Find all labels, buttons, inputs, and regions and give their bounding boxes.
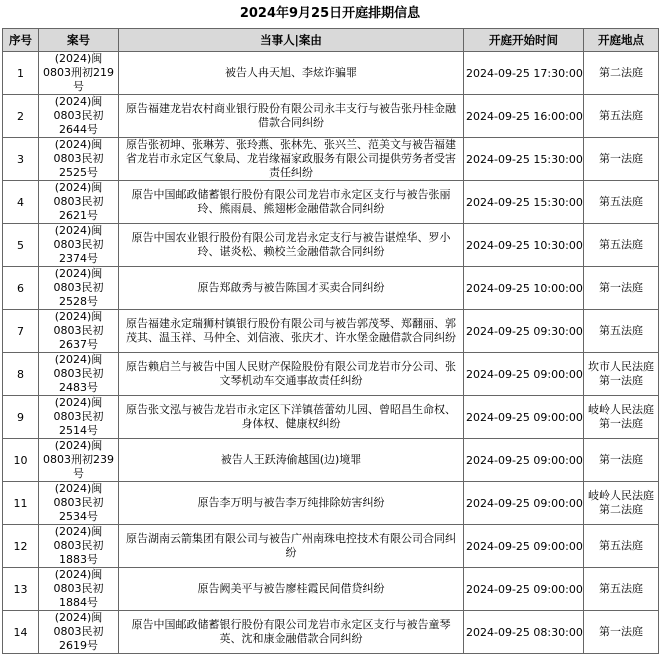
hearing-time: 2024-09-25 09:30:00 [464, 310, 584, 353]
hearing-location: 第五法庭 [584, 181, 659, 224]
table-row [3, 568, 659, 611]
case-parties: 原告福建永定瑞狮村镇银行股份有限公司与被告郭茂琴、郑翻丽、郭茂其、温玉祥、马仲全、刘信液、张庆才、许水堡金融借款合同纠纷 [119, 310, 464, 353]
case-number: (2024)闽0803民初2514号 [39, 396, 119, 439]
row-no: 4 [3, 181, 39, 224]
header-row [3, 29, 659, 52]
schedule-rows [3, 52, 659, 654]
hearing-time: 2024-09-25 10:30:00 [464, 224, 584, 267]
row-no: 2 [3, 95, 39, 138]
case-number: (2024)闽0803民初2621号 [39, 181, 119, 224]
hearing-time: 2024-09-25 09:00:00 [464, 353, 584, 396]
schedule-table [2, 28, 659, 654]
hearing-location: 坎市人民法庭第一法庭 [584, 353, 659, 396]
table-row [3, 52, 659, 95]
case-parties: 原告张初坤、张琳芳、张玲燕、张林先、张兴兰、范美文与被告福建省龙岩市永定区气象局、龙岩缘福家政服务有限公司提供劳务者受害责任纠纷 [119, 138, 464, 181]
case-number: (2024)闽0803民初1884号 [39, 568, 119, 611]
case-parties: 原告中国邮政储蓄银行股份有限公司龙岩市永定区支行与被告张丽玲、熊雨晨、熊翅彬金融借款合同纠纷 [119, 181, 464, 224]
case-parties: 原告湖南云箭集团有限公司与被告广州南珠电控技术有限公司合同纠纷 [119, 525, 464, 568]
hearing-location: 第五法庭 [584, 224, 659, 267]
hearing-location: 第五法庭 [584, 525, 659, 568]
case-number: (2024)闽0803民初2534号 [39, 482, 119, 525]
row-no: 8 [3, 353, 39, 396]
row-no: 3 [3, 138, 39, 181]
hearing-location: 第五法庭 [584, 568, 659, 611]
hearing-time: 2024-09-25 15:30:00 [464, 138, 584, 181]
hearing-time: 2024-09-25 09:00:00 [464, 396, 584, 439]
case-parties: 原告阙美平与被告廖桂霞民间借贷纠纷 [119, 568, 464, 611]
hearing-location: 第一法庭 [584, 611, 659, 654]
case-number: (2024)闽0803民初2374号 [39, 224, 119, 267]
hearing-time: 2024-09-25 09:00:00 [464, 482, 584, 525]
table-row [3, 439, 659, 482]
case-parties: 原告福建龙岩农村商业银行股份有限公司永丰支行与被告张丹桂金融借款合同纠纷 [119, 95, 464, 138]
table-row [3, 138, 659, 181]
case-parties: 被告人王跃涛偷越国(边)境罪 [119, 439, 464, 482]
hearing-time: 2024-09-25 09:00:00 [464, 439, 584, 482]
case-number: (2024)闽0803民初2483号 [39, 353, 119, 396]
case-number: (2024)闽0803民初2528号 [39, 267, 119, 310]
row-no: 10 [3, 439, 39, 482]
row-no: 9 [3, 396, 39, 439]
case-number: (2024)闽0803民初2619号 [39, 611, 119, 654]
table-row [3, 267, 659, 310]
header-parties: 当事人|案由 [119, 29, 464, 52]
case-parties: 原告李万明与被告李万纯排除妨害纠纷 [119, 482, 464, 525]
case-number: (2024)闽0803民初2637号 [39, 310, 119, 353]
table-row [3, 310, 659, 353]
case-parties: 原告赖启兰与被告中国人民财产保险股份有限公司龙岩市分公司、张文琴机动车交通事故责任纠纷 [119, 353, 464, 396]
hearing-location: 岐岭人民法庭第二法庭 [584, 482, 659, 525]
hearing-location: 第一法庭 [584, 138, 659, 181]
header-location: 开庭地点 [584, 29, 659, 52]
row-no: 13 [3, 568, 39, 611]
table-row [3, 525, 659, 568]
table-row [3, 224, 659, 267]
hearing-location: 岐岭人民法庭第一法庭 [584, 396, 659, 439]
hearing-time: 2024-09-25 10:00:00 [464, 267, 584, 310]
table-row [3, 95, 659, 138]
hearing-time: 2024-09-25 16:00:00 [464, 95, 584, 138]
case-parties: 被告人冉天旭、李炫诈骗罪 [119, 52, 464, 95]
case-parties: 原告张文泓与被告龙岩市永定区下洋镇蓓蕾幼儿园、曾昭昌生命权、身体权、健康权纠纷 [119, 396, 464, 439]
table-row [3, 353, 659, 396]
hearing-time: 2024-09-25 09:00:00 [464, 568, 584, 611]
case-number: (2024)闽0803民初2525号 [39, 138, 119, 181]
case-number: (2024)闽0803民初1883号 [39, 525, 119, 568]
case-parties: 原告中国农业银行股份有限公司龙岩永定支行与被告谌煌华、罗小玲、谌炎松、赖校兰金融借款合同纠纷 [119, 224, 464, 267]
hearing-time: 2024-09-25 08:30:00 [464, 611, 584, 654]
table-row [3, 482, 659, 525]
hearing-time: 2024-09-25 15:30:00 [464, 181, 584, 224]
table-row [3, 611, 659, 654]
row-no: 5 [3, 224, 39, 267]
hearing-location: 第五法庭 [584, 310, 659, 353]
table-row [3, 396, 659, 439]
hearing-location: 第二法庭 [584, 52, 659, 95]
row-no: 1 [3, 52, 39, 95]
table-row [3, 181, 659, 224]
page-title: 2024年9月25日开庭排期信息 [239, 6, 421, 21]
hearing-location: 第一法庭 [584, 267, 659, 310]
hearing-time: 2024-09-25 17:30:00 [464, 52, 584, 95]
header-case: 案号 [39, 29, 119, 52]
row-no: 7 [3, 310, 39, 353]
case-number: (2024)闽0803民初2644号 [39, 95, 119, 138]
hearing-time: 2024-09-25 09:00:00 [464, 525, 584, 568]
row-no: 14 [3, 611, 39, 654]
row-no: 6 [3, 267, 39, 310]
case-parties: 原告郑啟秀与被告陈国才买卖合同纠纷 [119, 267, 464, 310]
hearing-location: 第五法庭 [584, 95, 659, 138]
row-no: 11 [3, 482, 39, 525]
case-parties: 原告中国邮政储蓄银行股份有限公司龙岩市永定区支行与被告童琴英、沈和康金融借款合同纠纷 [119, 611, 464, 654]
case-number: (2024)闽0803刑初239号 [39, 439, 119, 482]
case-number: (2024)闽0803刑初219号 [39, 52, 119, 95]
hearing-location: 第一法庭 [584, 439, 659, 482]
row-no: 12 [3, 525, 39, 568]
header-time: 开庭开始时间 [464, 29, 584, 52]
header-no: 序号 [3, 29, 39, 52]
